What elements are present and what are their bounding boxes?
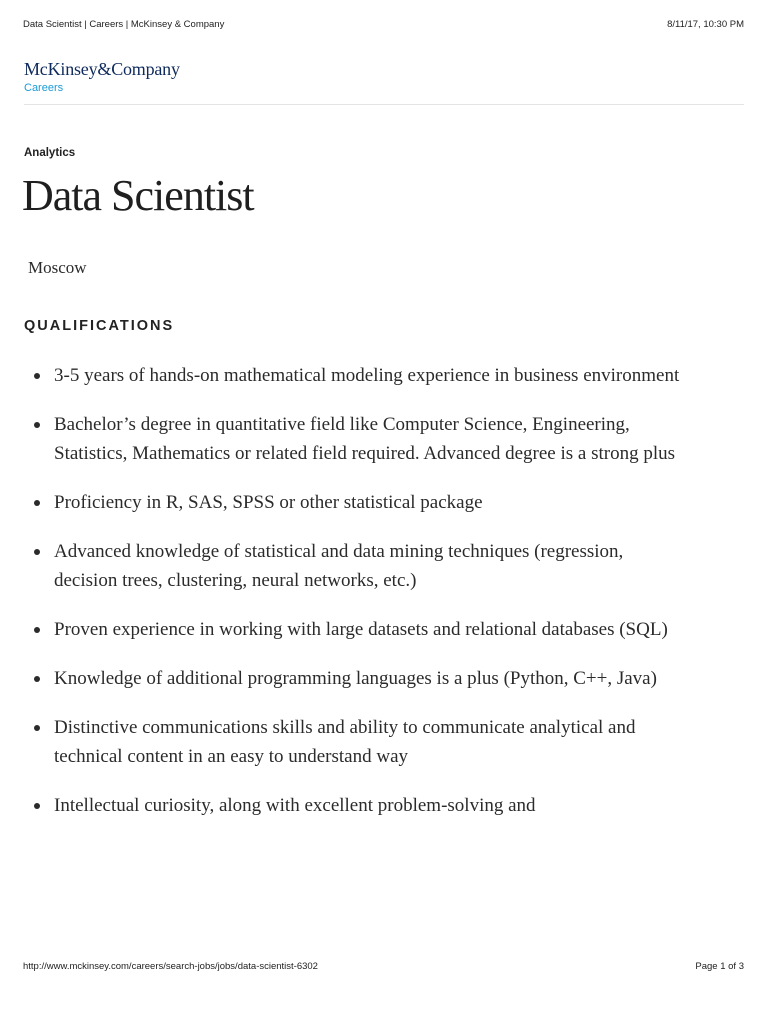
bullet-icon bbox=[34, 373, 40, 379]
bullet-icon bbox=[34, 627, 40, 633]
list-item bbox=[24, 488, 684, 517]
list-item-text: Knowledge of additional programming languages is a plus (Python, C++, Java) bbox=[54, 668, 657, 689]
bullet-icon bbox=[34, 549, 40, 555]
list-item bbox=[24, 713, 684, 771]
list-item-text: Proficiency in R, SAS, SPSS or other statistical package bbox=[54, 492, 483, 513]
list-item bbox=[24, 361, 684, 390]
page-title: Data Scientist bbox=[22, 171, 254, 220]
bullet-icon bbox=[34, 803, 40, 809]
list-item-text: Distinctive communications skills and ability to communicate analytical and technical content in an easy to understand way bbox=[54, 717, 636, 767]
bullet-icon bbox=[34, 422, 40, 428]
bullet-icon bbox=[34, 725, 40, 731]
job-category: Analytics bbox=[24, 147, 76, 159]
careers-link[interactable]: Careers bbox=[24, 82, 64, 94]
page-number: Page 1 of 3 bbox=[695, 961, 744, 972]
job-location: Moscow bbox=[28, 258, 87, 277]
list-item-text: Proven experience in working with large datasets and relational databases (SQL) bbox=[54, 619, 668, 640]
qualifications-heading: QUALIFICATIONS bbox=[24, 318, 175, 334]
print-footer bbox=[23, 961, 744, 975]
list-item bbox=[24, 410, 684, 468]
bullet-icon bbox=[34, 500, 40, 506]
list-item-text: Bachelor’s degree in quantitative field like Computer Science, Engineering, Statistics, Mathematics or related field required. Advanced degree is a strong plus bbox=[54, 414, 676, 464]
list-item bbox=[24, 791, 684, 820]
site-brand bbox=[24, 58, 180, 94]
print-page-title: Data Scientist | Careers | McKinsey & Company bbox=[23, 19, 225, 30]
list-item-text: Advanced knowledge of statistical and data mining techniques (regression, decision trees, clustering, neural networks, etc.) bbox=[54, 541, 624, 591]
list-item-text: 3-5 years of hands-on mathematical modeling experience in business environment bbox=[54, 365, 680, 386]
qualifications-list bbox=[24, 361, 684, 840]
page-url: http://www.mckinsey.com/careers/search-jobs/jobs/data-scientist-6302 bbox=[23, 961, 318, 972]
print-header bbox=[23, 19, 744, 33]
list-item-text: Intellectual curiosity, along with excellent problem-solving and bbox=[54, 795, 536, 816]
mckinsey-logo[interactable]: McKinsey&Company bbox=[24, 59, 180, 79]
list-item bbox=[24, 664, 684, 693]
header-divider bbox=[24, 104, 744, 105]
print-datetime: 8/11/17, 10:30 PM bbox=[667, 19, 744, 30]
list-item bbox=[24, 537, 684, 595]
bullet-icon bbox=[34, 676, 40, 682]
list-item bbox=[24, 615, 684, 644]
